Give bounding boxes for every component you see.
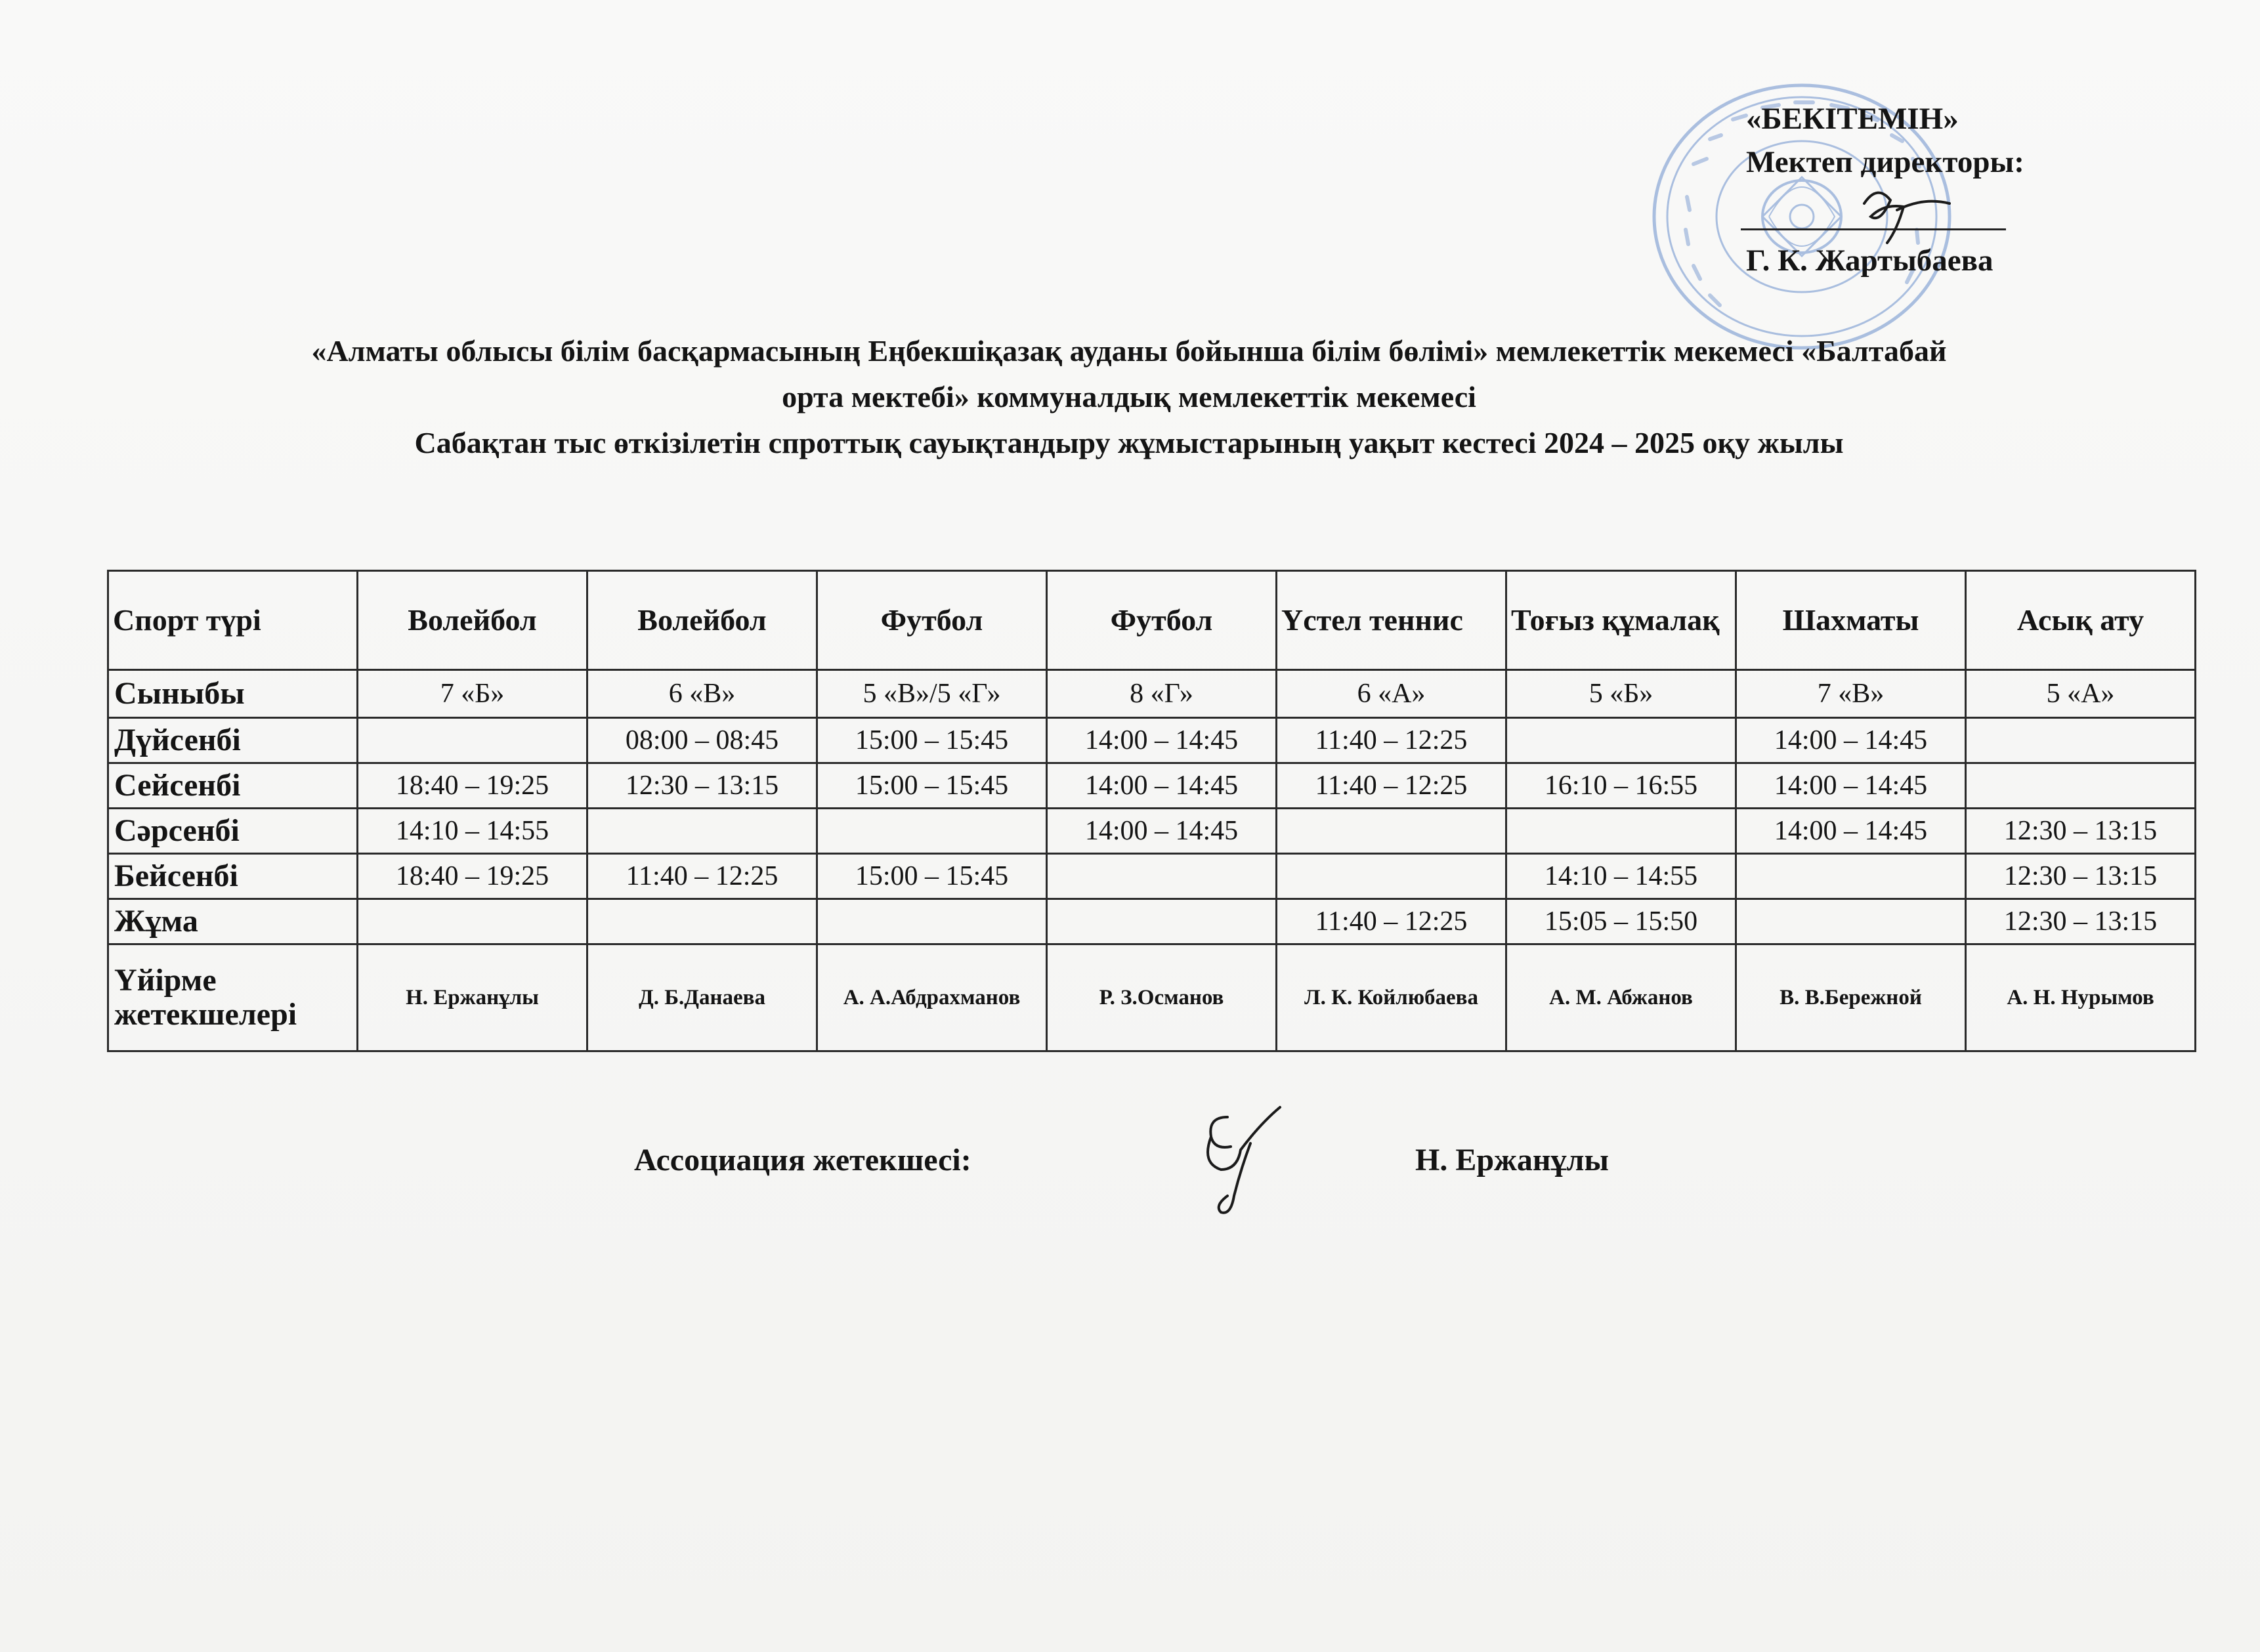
approval-title: «БЕКІТЕМІН» xyxy=(1746,102,1959,136)
day-label: Бейсенбі xyxy=(108,854,358,899)
time-slot-cell: 15:00 – 15:45 xyxy=(817,763,1047,809)
time-slot-cell: 11:40 – 12:25 xyxy=(1277,718,1506,763)
time-slot-cell: 08:00 – 08:45 xyxy=(587,718,817,763)
time-slot-cell xyxy=(1966,763,2196,809)
sport-name: Волейбол xyxy=(358,571,587,670)
leader-name-cell: Д. Б.Данаева xyxy=(587,944,817,1051)
time-slot-cell: 16:10 – 16:55 xyxy=(1506,763,1736,809)
day-row xyxy=(108,763,2196,809)
time-slot-cell xyxy=(1736,899,1966,944)
time-slot-cell: 14:00 – 14:45 xyxy=(1047,809,1277,854)
time-slot-cell xyxy=(587,809,817,854)
time-slot-cell: 12:30 – 13:15 xyxy=(1966,899,2196,944)
class-cell: 5 «Б» xyxy=(1506,670,1736,718)
header-line-3: Сабақтан тыс өткізілетін спроттық сауықтандыру жұмыстарының уақыт кестесі 2024 – 2025 оқу жылы xyxy=(414,426,1844,459)
time-slot-cell: 15:05 – 15:50 xyxy=(1506,899,1736,944)
leader-name-cell: А. М. Абжанов xyxy=(1506,944,1736,1051)
time-slot-cell xyxy=(1047,899,1277,944)
time-slot-cell: 11:40 – 12:25 xyxy=(587,854,817,899)
time-slot-cell: 14:00 – 14:45 xyxy=(1047,763,1277,809)
time-slot-cell: 14:00 – 14:45 xyxy=(1736,809,1966,854)
leader-name-cell: Р. З.Османов xyxy=(1047,944,1277,1051)
day-row xyxy=(108,809,2196,854)
time-slot-cell: 12:30 – 13:15 xyxy=(587,763,817,809)
day-row xyxy=(108,899,2196,944)
leader-name-cell: В. В.Бережной xyxy=(1736,944,1966,1051)
sport-type-label: Спорт түрі xyxy=(108,571,358,670)
sport-name: Шахматы xyxy=(1736,571,1966,670)
time-slot-cell xyxy=(817,899,1047,944)
time-slot-cell: 18:40 – 19:25 xyxy=(358,854,587,899)
class-row xyxy=(108,670,2196,718)
time-slot-cell: 12:30 – 13:15 xyxy=(1966,809,2196,854)
sport-name: Футбол xyxy=(817,571,1047,670)
class-cell: 7 «Б» xyxy=(358,670,587,718)
sport-name: Үстел теннис xyxy=(1277,571,1506,670)
leader-name-cell: А. Н. Нурымов xyxy=(1966,944,2196,1051)
time-slot-cell: 18:40 – 19:25 xyxy=(358,763,587,809)
sport-name: Футбол xyxy=(1047,571,1277,670)
document-header xyxy=(98,328,2160,466)
time-slot-cell: 11:40 – 12:25 xyxy=(1277,899,1506,944)
class-cell: 7 «В» xyxy=(1736,670,1966,718)
day-label: Сәрсенбі xyxy=(108,809,358,854)
class-cell: 6 «В» xyxy=(587,670,817,718)
class-cell: 6 «А» xyxy=(1277,670,1506,718)
time-slot-cell: 14:00 – 14:45 xyxy=(1736,718,1966,763)
time-slot-cell xyxy=(358,718,587,763)
association-leader-name: Н. Ержанұлы xyxy=(1415,1143,1609,1177)
time-slot-cell: 14:10 – 14:55 xyxy=(1506,854,1736,899)
time-slot-cell xyxy=(1047,854,1277,899)
day-row xyxy=(108,718,2196,763)
class-row-label: Сыныбы xyxy=(108,670,358,718)
time-slot-cell xyxy=(1506,718,1736,763)
leader-name-cell: Л. К. Койлюбаева xyxy=(1277,944,1506,1051)
association-leader-signature xyxy=(1182,1097,1293,1222)
leader-name-cell: Н. Ержанұлы xyxy=(358,944,587,1051)
class-cell: 5 «В»/5 «Г» xyxy=(817,670,1047,718)
time-slot-cell xyxy=(1966,718,2196,763)
sport-name: Асық ату xyxy=(1966,571,2196,670)
day-label: Жұма xyxy=(108,899,358,944)
class-cell: 5 «А» xyxy=(1966,670,2196,718)
time-slot-cell xyxy=(1277,809,1506,854)
time-slot-cell: 14:10 – 14:55 xyxy=(358,809,587,854)
time-slot-cell: 12:30 – 13:15 xyxy=(1966,854,2196,899)
day-row xyxy=(108,854,2196,899)
time-slot-cell xyxy=(1736,854,1966,899)
leaders-row xyxy=(108,944,2196,1051)
sport-header-row xyxy=(108,571,2196,670)
approval-role: Мектеп директоры: xyxy=(1746,145,2024,179)
time-slot-cell xyxy=(1506,809,1736,854)
sport-name: Тоғыз құмалақ xyxy=(1506,571,1736,670)
association-leader-label: Ассоциация жетекшесі: xyxy=(634,1143,971,1177)
day-label: Сейсенбі xyxy=(108,763,358,809)
time-slot-cell: 11:40 – 12:25 xyxy=(1277,763,1506,809)
day-label: Дүйсенбі xyxy=(108,718,358,763)
time-slot-cell xyxy=(587,899,817,944)
class-cell: 8 «Г» xyxy=(1047,670,1277,718)
time-slot-cell xyxy=(1277,854,1506,899)
header-line-2: орта мектебі» коммуналдық мемлекеттік мекемесі xyxy=(782,380,1476,413)
time-slot-cell: 15:00 – 15:45 xyxy=(817,854,1047,899)
approval-director-name: Г. К. Жартыбаева xyxy=(1746,244,1993,278)
schedule-table xyxy=(107,570,2196,1052)
time-slot-cell: 14:00 – 14:45 xyxy=(1047,718,1277,763)
director-signature xyxy=(1851,177,1956,249)
header-line-1: «Алматы облысы білім басқармасының Еңбекшіқазақ ауданы бойынша білім бөлімі» мемлекеттік мекемесі «Балтабай xyxy=(311,334,1947,368)
time-slot-cell: 14:00 – 14:45 xyxy=(1736,763,1966,809)
leader-name-cell: А. А.Абдрахманов xyxy=(817,944,1047,1051)
time-slot-cell xyxy=(358,899,587,944)
sport-name: Волейбол xyxy=(587,571,817,670)
time-slot-cell: 15:00 – 15:45 xyxy=(817,718,1047,763)
time-slot-cell xyxy=(817,809,1047,854)
leaders-label: Үйірме жетекшелері xyxy=(108,944,358,1051)
